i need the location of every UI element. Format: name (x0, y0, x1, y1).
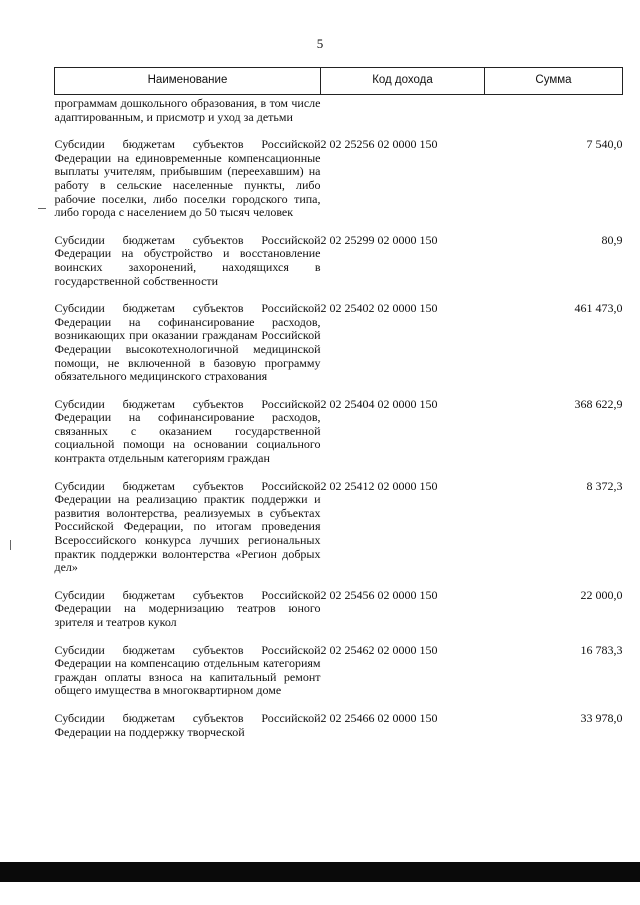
continuation-code-empty (321, 95, 485, 139)
scan-mark (10, 540, 11, 550)
row-name: Субсидии бюджетам субъектов Российской Федерации на софинансирование расходов, возникающих при оказании гражданам Российской Федерации высокотехнологичной медицинской помощи, не включенной в базовую программу обязательного медицинского страхования (54, 301, 321, 384)
row-code: 2 02 25462 02 0000 150 (320, 642, 438, 657)
row-sum: 7 540,0 (586, 137, 623, 152)
row-sum: 368 622,9 (574, 396, 623, 411)
row-name: Субсидии бюджетам субъектов Российской Федерации на софинансирование расходов, связанных с оказанием государственной социальной помощи на основании социального контракта отдельным категориям граждан (54, 396, 321, 466)
header-code: Код дохода (321, 68, 485, 95)
row-sum: 8 372,3 (586, 478, 623, 493)
row-name: Субсидии бюджетам субъектов Российской Федерации на компенсацию отдельным категориям граждан оплаты взноса на капитальный ремонт общего имущества в многоквартирном доме (54, 642, 321, 698)
row-sum: 80,9 (601, 232, 623, 247)
revenue-table (54, 67, 623, 753)
row-name: Субсидии бюджетам субъектов Российской Федерации на обустройство и восстановление воинских захоронений, находящихся в государственной собственности (54, 232, 321, 288)
continuation-sum-empty (485, 95, 623, 139)
table-row (55, 712, 623, 753)
table-row (55, 138, 623, 234)
header-name: Наименование (55, 68, 321, 95)
row-code: 2 02 25402 02 0000 150 (320, 301, 438, 316)
row-sum: 461 473,0 (574, 301, 623, 316)
row-code: 2 02 25256 02 0000 150 (320, 137, 438, 152)
row-name: Субсидии бюджетам субъектов Российской Федерации на модернизацию театров юного зрителя и театров кукол (54, 587, 321, 629)
continuation-row (55, 95, 623, 139)
scan-mark (38, 208, 46, 209)
table-row (55, 480, 623, 589)
row-name: Субсидии бюджетам субъектов Российской Федерации на поддержку творческой (54, 710, 321, 739)
page-number: 5 (316, 36, 324, 51)
table-row (55, 589, 623, 644)
row-code: 2 02 25466 02 0000 150 (320, 710, 438, 725)
header-sum: Сумма (485, 68, 623, 95)
continuation-text: программам дошкольного образования, в том числе адаптированным, и присмотр и уход за детьми (54, 96, 321, 124)
row-sum: 22 000,0 (580, 587, 623, 602)
row-code: 2 02 25412 02 0000 150 (320, 478, 438, 493)
table-row (55, 644, 623, 712)
table-row (55, 398, 623, 480)
table-row (55, 302, 623, 398)
row-code: 2 02 25456 02 0000 150 (320, 587, 438, 602)
row-sum: 16 783,3 (580, 642, 623, 657)
table-row (55, 234, 623, 302)
row-name: Субсидии бюджетам субъектов Российской Федерации на реализацию практик поддержки и развития волонтерства, реализуемых в субъектах Российской Федерации, по итогам проведения Всероссийского конкурса лучших региональных практик поддержки волонтерства «Регион добрых дел» (54, 478, 321, 575)
row-name: Субсидии бюджетам субъектов Российской Федерации на единовременные компенсационные выплаты учителям, прибывшим (переехавшим) на работу в сельские населенные пункты, либо рабочие поселки, либо поселки городского типа, либо города с населением до 50 тысяч человек (54, 137, 321, 220)
table-header-row (55, 68, 623, 95)
row-sum: 33 978,0 (580, 710, 623, 725)
scan-border-bar (0, 862, 640, 882)
row-code: 2 02 25404 02 0000 150 (320, 396, 438, 411)
row-code: 2 02 25299 02 0000 150 (320, 232, 438, 247)
